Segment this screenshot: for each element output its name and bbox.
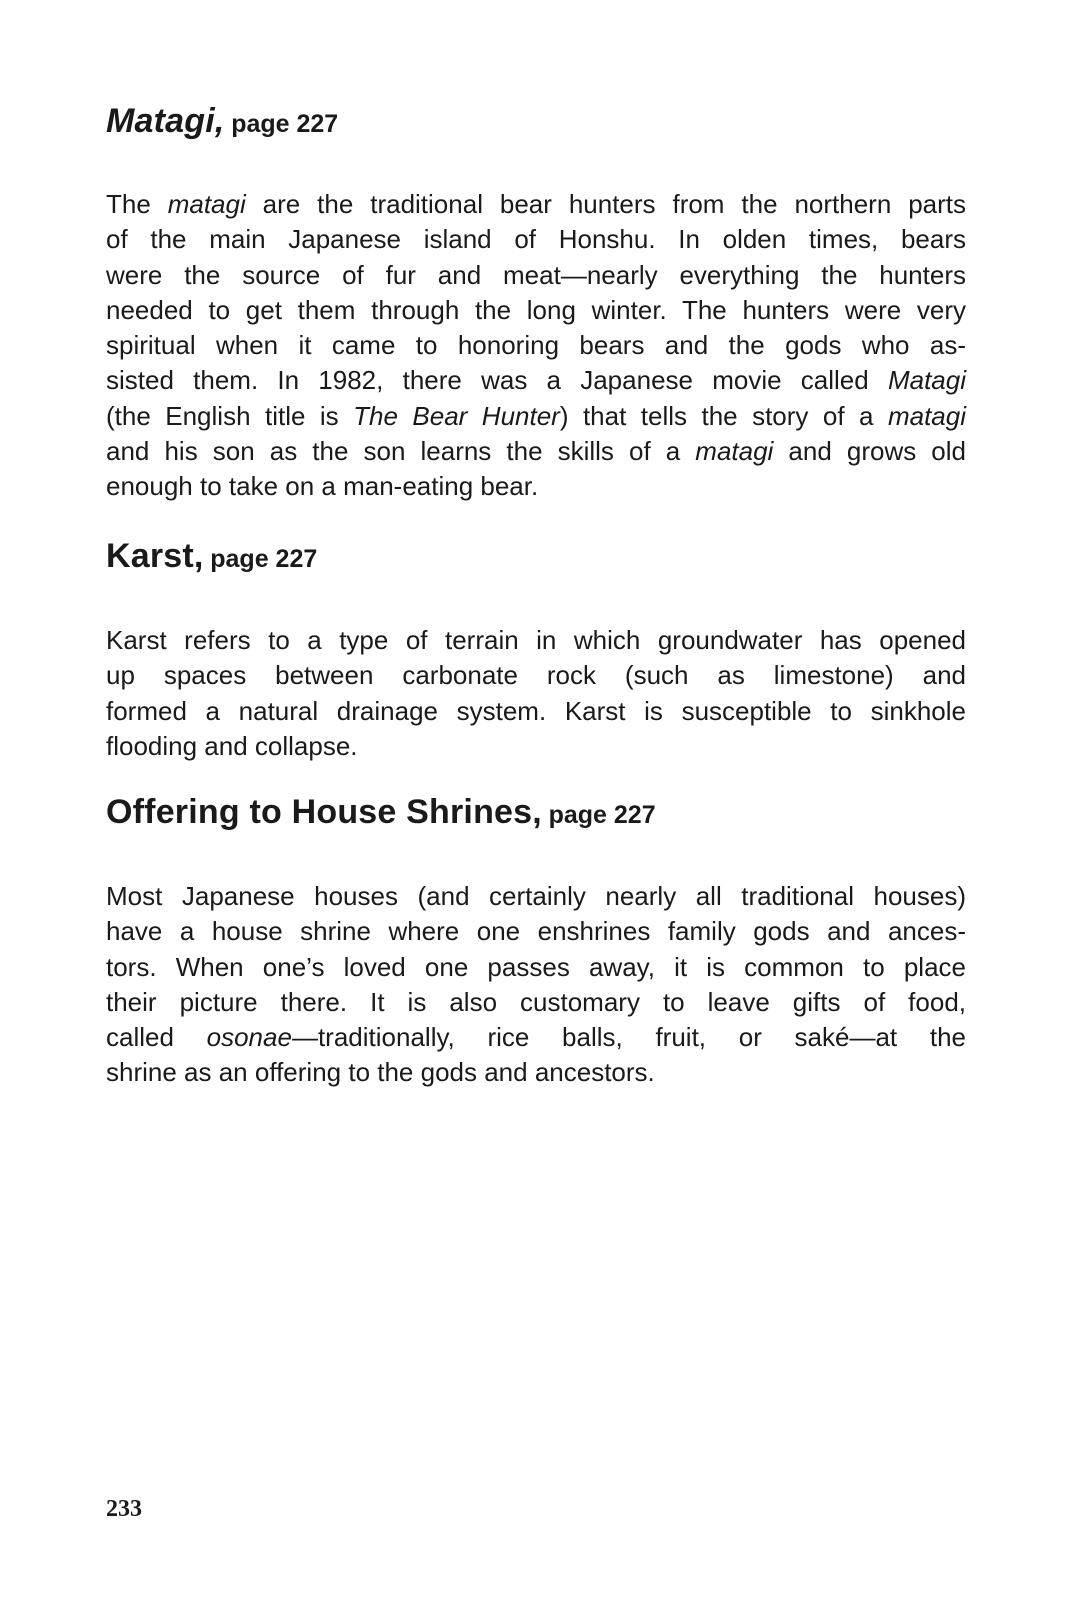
body-line: formed a natural drainage system. Karst is susceptible to sinkhole bbox=[106, 695, 966, 726]
body-line: were the source of fur and meat—nearly everything the hunters bbox=[106, 259, 966, 290]
italic-term: matagi bbox=[167, 189, 246, 219]
entry-body bbox=[106, 187, 966, 505]
italic-term: matagi bbox=[887, 400, 966, 431]
body-line: Karst refers to a type of terrain in which groundwater has opened bbox=[106, 625, 966, 655]
entry-heading bbox=[106, 795, 966, 829]
body-line: and his son as the son learns the skills of a matagi and grows old bbox=[106, 436, 966, 467]
body-line: Most Japanese houses (and certainly nearly all traditional houses) bbox=[106, 881, 966, 911]
body-line: their picture there. It is also customary to leave gifts of food, bbox=[106, 986, 966, 1017]
entry-page-ref: page 227 bbox=[210, 545, 318, 573]
italic-term: matagi bbox=[695, 436, 774, 467]
entry-house-shrines bbox=[106, 795, 966, 1091]
entry-page-ref: page 227 bbox=[231, 110, 339, 138]
entry-heading bbox=[106, 104, 966, 138]
italic-term: The Bear Hunter bbox=[353, 400, 560, 431]
body-line: (the English title is The Bear Hunter) that tells the story of a matagi bbox=[106, 400, 966, 431]
body-line: enough to take on a man-eating bear. bbox=[106, 471, 539, 502]
body-line: called osonae—traditionally, rice balls, fruit, or saké—at the bbox=[106, 1022, 967, 1053]
body-line: tors. When one’s loved one passes away, it is common to place bbox=[106, 951, 966, 982]
italic-term: Matagi bbox=[887, 365, 966, 396]
body-line: of the main Japanese island of Honshu. In olden times, bears bbox=[106, 224, 966, 255]
entry-body bbox=[106, 879, 966, 1091]
entry-title: Matagi, bbox=[106, 102, 225, 140]
body-line: shrine as an offering to the gods and ancestors. bbox=[106, 1057, 655, 1088]
entry-body bbox=[106, 623, 966, 764]
body-line: up spaces between carbonate rock (such as limestone) and bbox=[106, 660, 966, 691]
body-line: have a house shrine where one enshrines family gods and ances- bbox=[106, 916, 966, 947]
entry-heading bbox=[106, 539, 966, 573]
entry-page-ref: page 227 bbox=[548, 801, 656, 829]
page-number: 233 bbox=[106, 1496, 142, 1522]
entry-matagi bbox=[106, 104, 966, 505]
body-line: sisted them. In 1982, there was a Japanese movie called Matagi bbox=[106, 365, 966, 396]
body-line: flooding and collapse. bbox=[106, 730, 358, 761]
entry-karst bbox=[106, 539, 966, 764]
body-line: needed to get them through the long winter. The hunters were very bbox=[106, 294, 966, 325]
body-line: The matagi are the traditional bear hunters from the northern parts bbox=[106, 189, 966, 219]
body-line: spiritual when it came to honoring bears and the gods who as- bbox=[106, 330, 966, 361]
italic-term: osonae bbox=[206, 1022, 292, 1053]
entry-title: Karst, bbox=[106, 537, 204, 575]
entry-title: Offering to House Shrines, bbox=[106, 793, 542, 831]
